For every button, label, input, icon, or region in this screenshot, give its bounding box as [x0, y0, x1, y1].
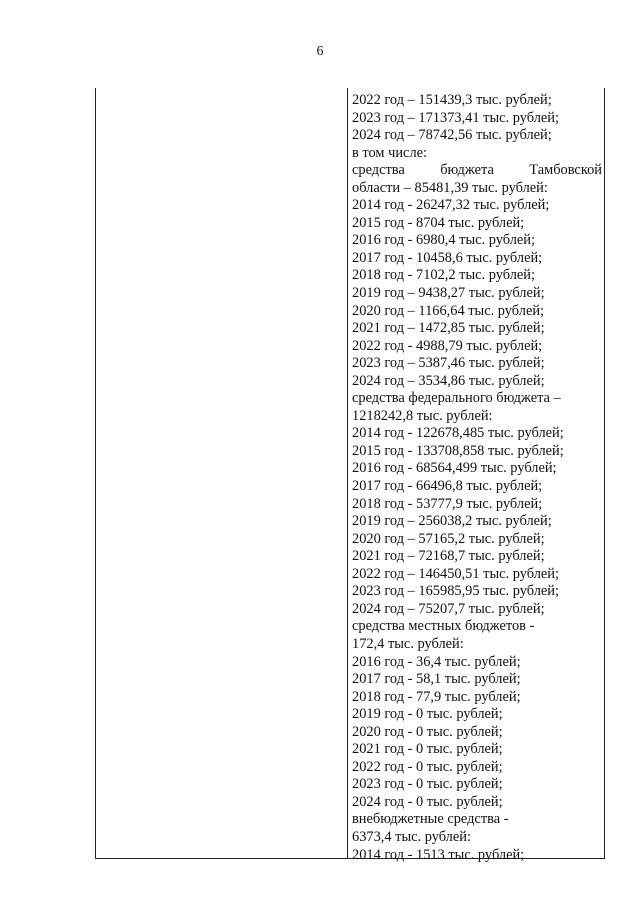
text-line: 2020 год – 1166,64 тыс. рублей; — [352, 302, 545, 319]
text-line: 2024 год - 0 тыс. рублей; — [352, 793, 503, 810]
text-line: средства местных бюджетов - — [352, 618, 535, 635]
text-line: 2014 год - 26247,32 тыс. рублей; — [352, 197, 550, 214]
text-line: 2020 год - 0 тыс. рублей; — [352, 723, 503, 740]
text-line: 2016 год - 68564,499 тыс. рублей; — [352, 460, 557, 477]
justified-word: Тамбовской — [529, 162, 602, 179]
text-line: 2014 год - 1513 тыс. рублей; — [352, 846, 525, 863]
text-line: 2018 год - 7102,2 тыс. рублей; — [352, 267, 535, 284]
text-line: 1218242,8 тыс. рублей: — [352, 407, 493, 424]
text-line: 2016 год - 6980,4 тыс. рублей; — [352, 232, 535, 249]
text-line: 2015 год - 8704 тыс. рублей; — [352, 214, 525, 231]
text-line-justified — [352, 162, 604, 180]
text-line: 2019 год - 0 тыс. рублей; — [352, 706, 503, 723]
text-line: внебюджетные средства - — [352, 811, 509, 828]
text-line: 2021 год – 72168,7 тыс. рублей; — [352, 548, 545, 565]
table-right-cell — [348, 92, 604, 864]
text-line: 2022 год – 151439,3 тыс. рублей; — [352, 92, 552, 108]
text-line: 2014 год - 122678,485 тыс. рублей; — [352, 425, 564, 442]
text-line: 2023 год – 5387,46 тыс. рублей; — [352, 355, 545, 372]
text-line: 2023 год – 171373,41 тыс. рублей; — [352, 109, 559, 126]
table-left-cell — [96, 88, 348, 858]
text-line: 2019 год – 256038,2 тыс. рублей; — [352, 513, 552, 530]
text-line: 2018 год - 77,9 тыс. рублей; — [352, 688, 521, 705]
text-line: 2017 год - 58,1 тыс. рублей; — [352, 671, 521, 688]
text-line: 2024 год – 3534,86 тыс. рублей; — [352, 372, 545, 389]
text-line: 2017 год - 66496,8 тыс. рублей; — [352, 478, 543, 495]
text-line: 2021 год - 0 тыс. рублей; — [352, 741, 503, 758]
text-line: 2023 год – 165985,95 тыс. рублей; — [352, 583, 559, 600]
text-line: средства федерального бюджета – — [352, 390, 561, 407]
text-line: области – 85481,39 тыс. рублей: — [352, 179, 548, 196]
text-line: 2022 год - 0 тыс. рублей; — [352, 758, 503, 775]
text-line: 2023 год - 0 тыс. рублей; — [352, 776, 503, 793]
text-line: 172,4 тыс. рублей: — [352, 635, 464, 652]
page-number: 6 — [316, 44, 324, 59]
text-line: 2024 год – 75207,7 тыс. рублей; — [352, 600, 545, 617]
text-line: 2024 год – 78742,56 тыс. рублей; — [352, 127, 552, 144]
text-line: 2019 год – 9438,27 тыс. рублей; — [352, 285, 545, 302]
text-line: 2015 год - 133708,858 тыс. рублей; — [352, 442, 564, 459]
text-line: 6373,4 тыс. рублей: — [352, 828, 471, 845]
text-line: 2021 год – 1472,85 тыс. рублей; — [352, 320, 545, 337]
text-line: 2022 год - 4988,79 тыс. рублей; — [352, 337, 543, 354]
text-line: 2018 год - 53777,9 тыс. рублей; — [352, 495, 543, 512]
text-line: 2020 год – 57165,2 тыс. рублей; — [352, 530, 545, 547]
text-line: 2017 год - 10458,6 тыс. рублей; — [352, 249, 543, 266]
text-line: 2022 год – 146450,51 тыс. рублей; — [352, 565, 559, 582]
text-line: 2016 год - 36,4 тыс. рублей; — [352, 653, 521, 670]
justified-word: бюджета — [440, 162, 494, 179]
text-line: в том числе: — [352, 144, 428, 161]
justified-word: средства — [352, 162, 405, 179]
funding-table — [95, 88, 605, 863]
